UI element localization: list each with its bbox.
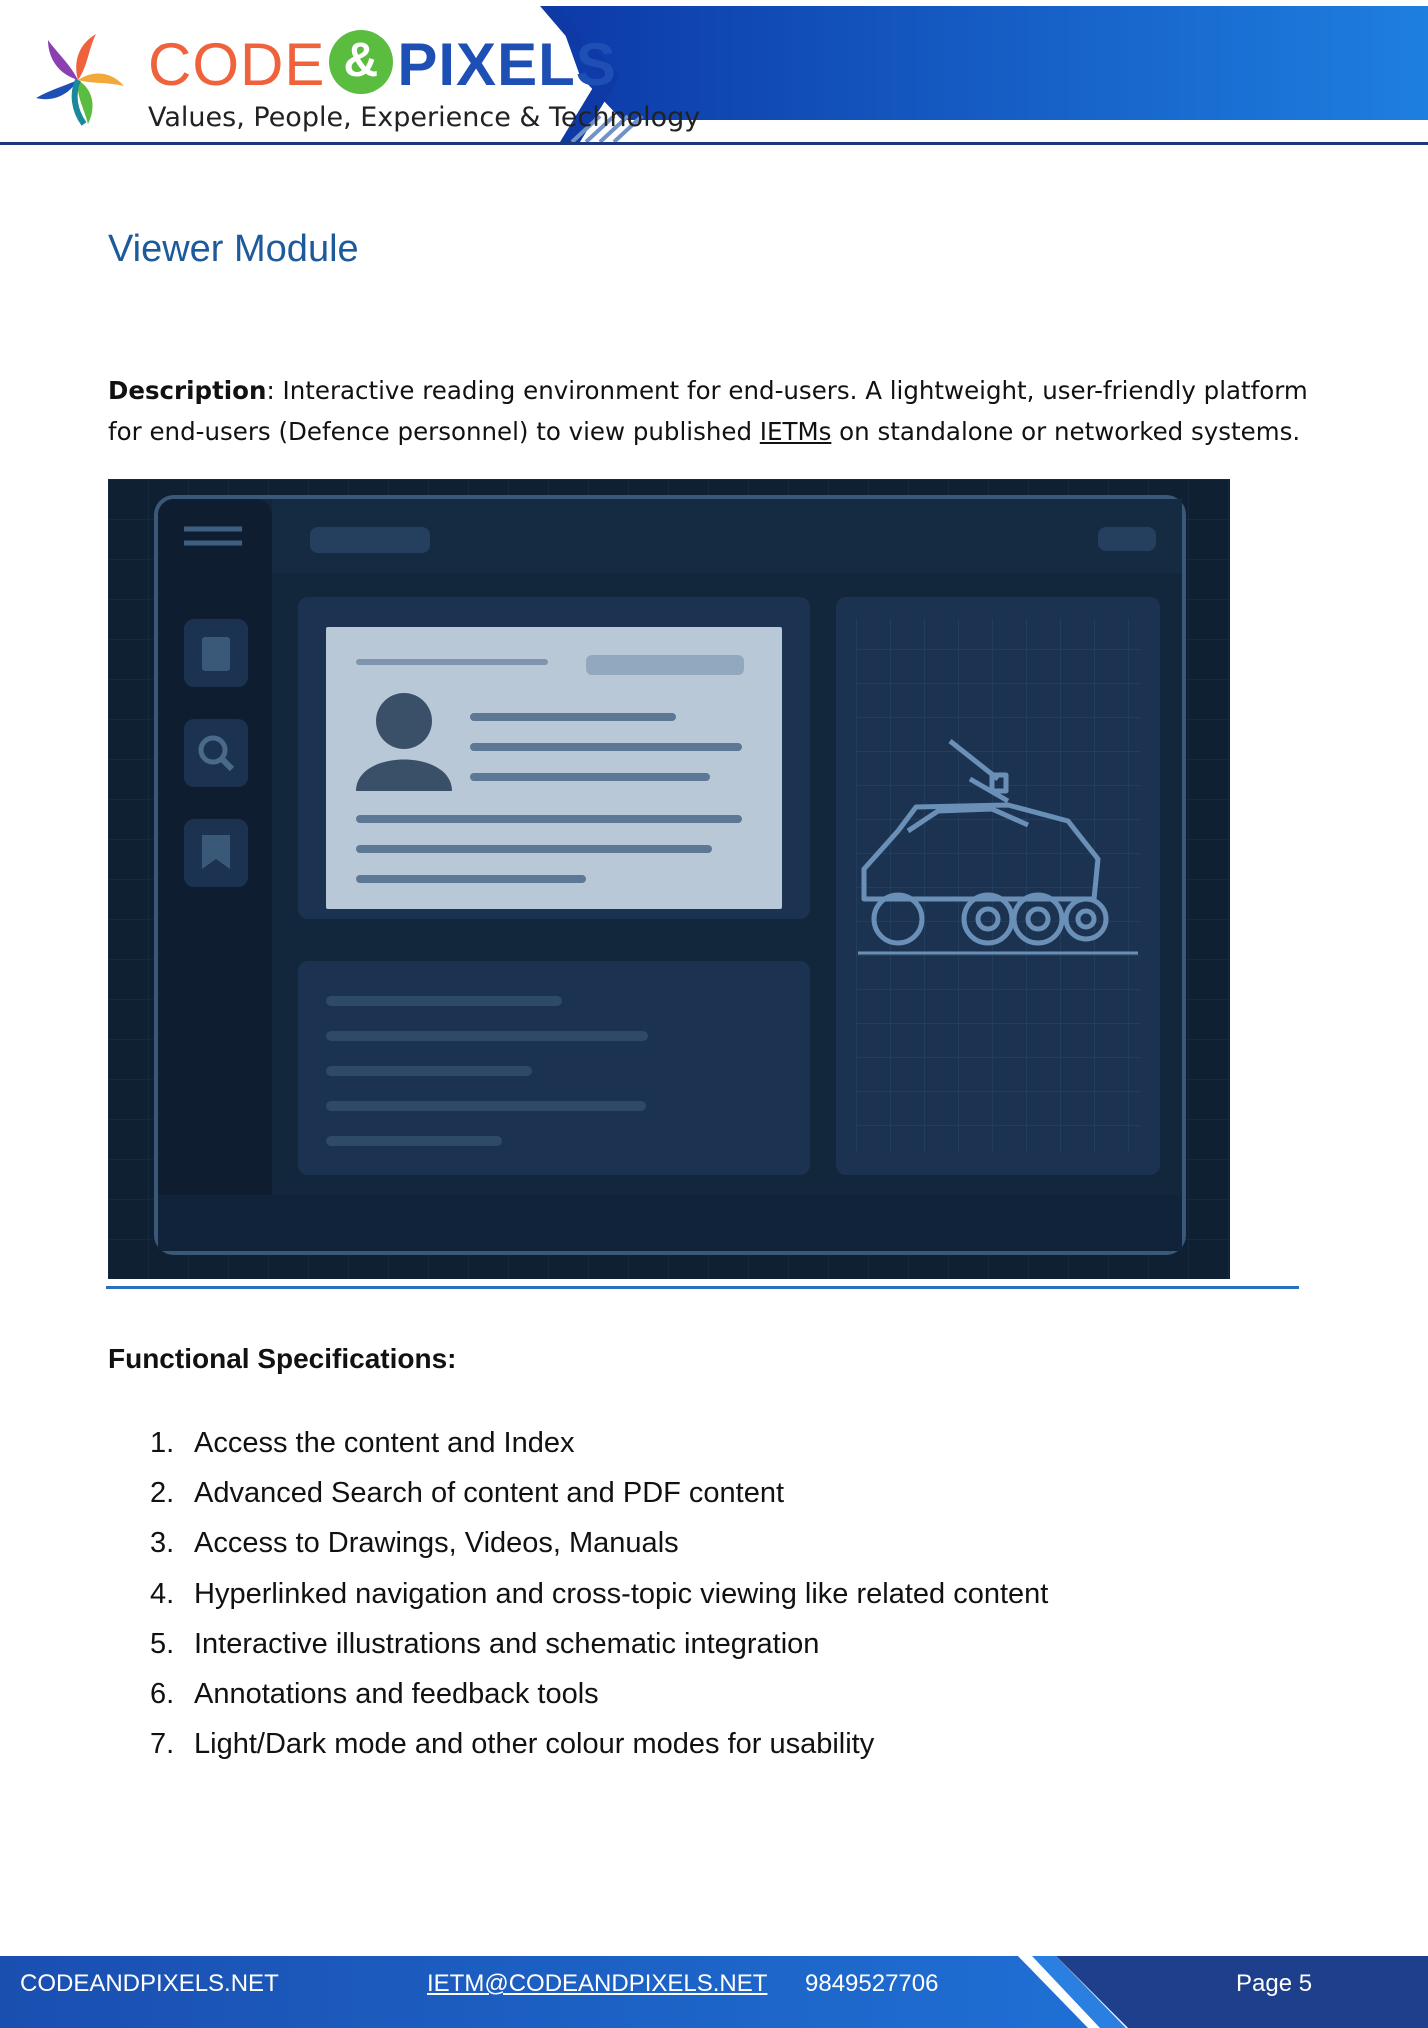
header-rule <box>0 142 1428 145</box>
list-item <box>150 1418 1048 1468</box>
list-item-number: 7. <box>150 1728 175 1761</box>
list-item-text: Hyperlinked navigation and cross-topic viewing like related content <box>194 1577 1049 1610</box>
list-item <box>150 1468 1048 1518</box>
page-number: Page 5 <box>1236 1970 1313 1997</box>
description-text-start: : Interactive reading environment for end-users. A lightweight, user-friendly platform for end-users (Defence personnel) to view published <box>108 376 1308 446</box>
bookmark-icon <box>184 819 248 887</box>
specs-list <box>150 1418 1048 1769</box>
pinwheel-logo-icon <box>22 26 134 134</box>
description-paragraph <box>108 370 1308 452</box>
footer-website-link[interactable]: CODEANDPIXELS.NET <box>20 1970 279 1997</box>
list-item-number: 1. <box>150 1427 175 1459</box>
footer-email-link[interactable]: IETM@CODEANDPIXELS.NET <box>427 1970 768 1997</box>
page-header <box>0 0 1428 148</box>
list-item-number: 2. <box>150 1477 175 1510</box>
list-item-number: 3. <box>150 1527 175 1560</box>
list-item <box>150 1518 1048 1568</box>
list-item-text: Access to Drawings, Videos, Manuals <box>194 1527 679 1560</box>
list-item-text: Light/Dark mode and other colour modes for usability <box>194 1728 875 1761</box>
ietms-link[interactable]: IETMs <box>759 417 832 446</box>
list-item-number: 6. <box>150 1677 175 1710</box>
description-label: Description <box>108 376 267 405</box>
footer-phone: 9849527706 <box>805 1970 939 1997</box>
list-item <box>150 1669 1048 1719</box>
search-icon <box>184 719 248 787</box>
logo-pixels-text: PIXELS <box>397 31 617 98</box>
list-item <box>150 1719 1048 1769</box>
document-icon <box>184 619 248 687</box>
description-text-end: on standalone or networked systems. <box>831 417 1301 446</box>
list-item-text: Access the content and Index <box>194 1427 575 1459</box>
page-title: Viewer Module <box>108 228 359 270</box>
logo-code-text: CODE <box>148 31 326 98</box>
list-item-text: Interactive illustrations and schematic integration <box>194 1627 820 1660</box>
logo-wordmark <box>148 30 617 99</box>
specs-heading: Functional Specifications: <box>108 1343 457 1374</box>
logo-amp-badge: & <box>329 30 393 94</box>
list-item-number: 5. <box>150 1627 175 1660</box>
list-item-text: Advanced Search of content and PDF content <box>194 1477 785 1510</box>
list-item-text: Annotations and feedback tools <box>194 1677 599 1710</box>
list-item <box>150 1569 1048 1619</box>
viewer-ui-illustration <box>108 479 1230 1279</box>
list-item <box>150 1619 1048 1669</box>
list-item-number: 4. <box>150 1577 175 1610</box>
logo-tagline: Values, People, Experience & Technology <box>148 102 701 133</box>
section-divider <box>106 1286 1299 1289</box>
